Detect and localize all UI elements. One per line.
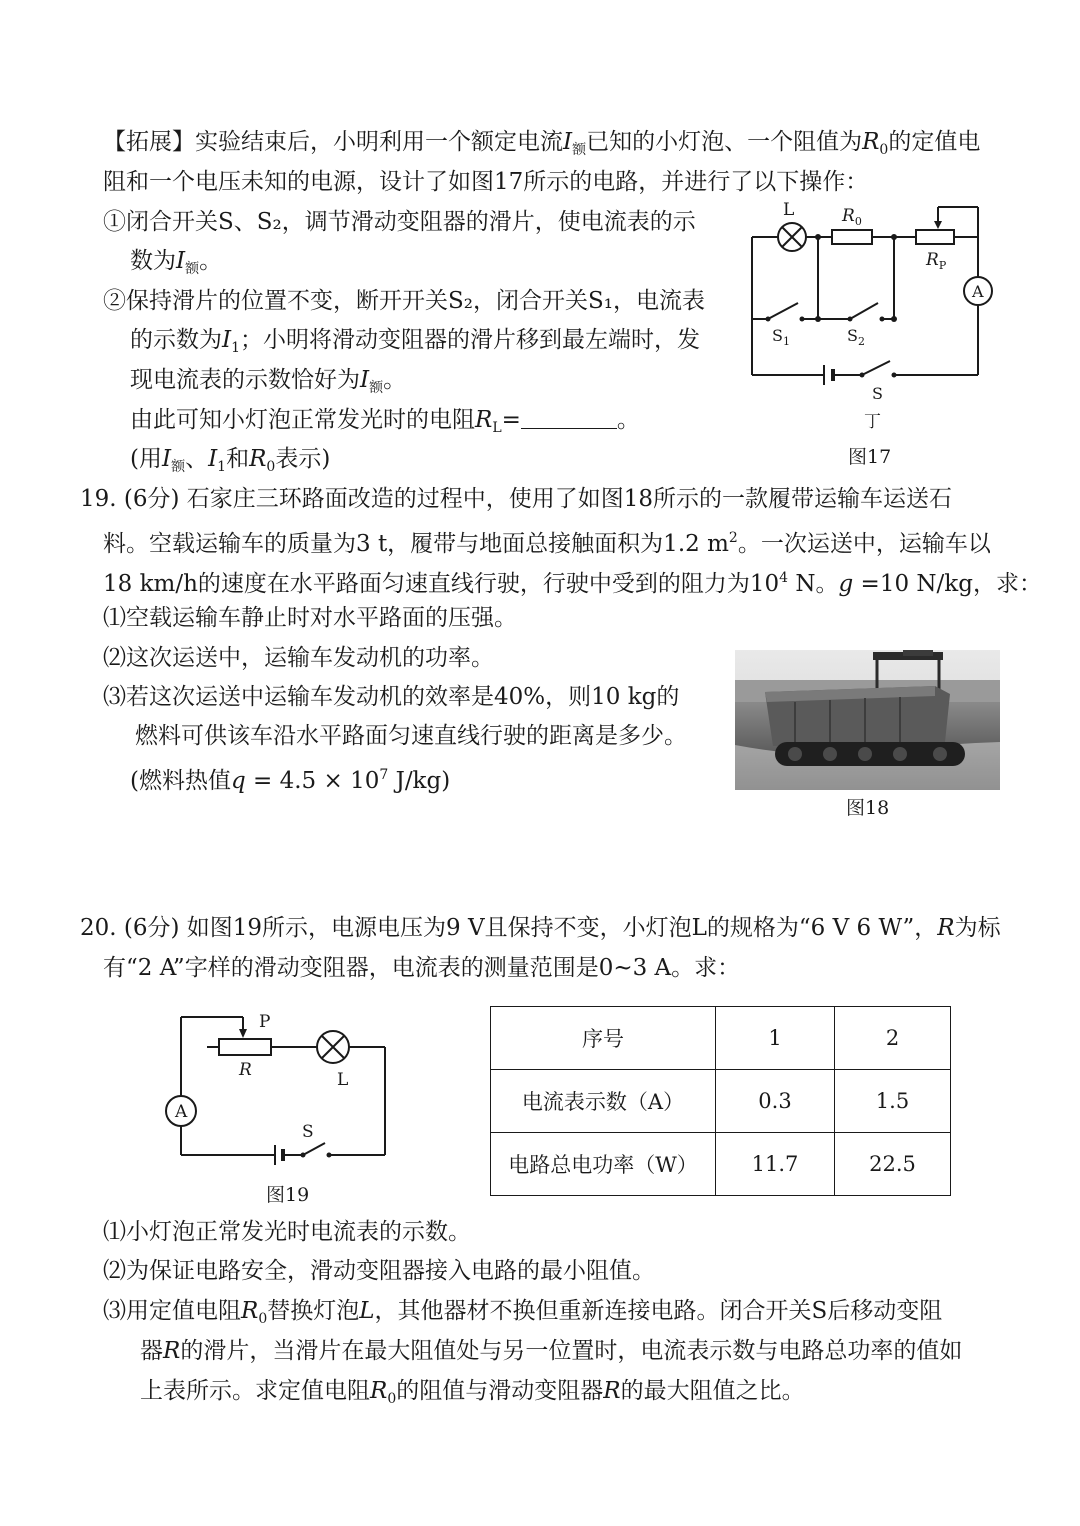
label-R: R xyxy=(239,1060,252,1080)
text: 和 xyxy=(226,446,250,472)
extension-line-1 xyxy=(103,127,980,165)
q19-part-1: ⑴空载运输车静止时对水平路面的压强。 xyxy=(103,605,517,631)
step1-line-1: ①闭合开关S、S₂，调节滑动变阻器的滑片，使电流表的示 xyxy=(103,209,696,235)
label-S2 xyxy=(847,326,865,348)
symbol-q: q xyxy=(230,768,246,794)
text: ⑶用定值电阻 xyxy=(103,1298,241,1324)
table-cell: 11.7 xyxy=(716,1133,835,1196)
subscript: 0 xyxy=(387,1391,397,1407)
tracked-truck-illustration xyxy=(735,650,1000,790)
answer-blank[interactable] xyxy=(521,410,617,429)
table-row xyxy=(491,1133,951,1196)
symbol-R: R xyxy=(937,915,955,941)
q20-part-1: ⑴小灯泡正常发光时电流表的示数。 xyxy=(103,1219,471,1245)
symbol-L: L xyxy=(359,1298,375,1324)
q20-part-3-line-3 xyxy=(140,1376,805,1414)
table-cell: 0.3 xyxy=(716,1070,835,1133)
symbol-R: R xyxy=(926,250,939,270)
text: 。 xyxy=(383,367,407,393)
q19-line-2 xyxy=(103,523,991,559)
symbol-R: R xyxy=(241,1298,259,1324)
extension-line-2: 阻和一个电压未知的电源，设计了如图17所示的电路，并进行了以下操作： xyxy=(103,169,869,195)
table-row xyxy=(491,1070,951,1133)
text: 20. (6分) 如图19所示，电源电压为9 V且保持不变，小灯泡L的规格为“6 V 6 W”， xyxy=(80,915,938,941)
ammeter-icon: A xyxy=(972,282,984,301)
subscript: L xyxy=(492,420,502,436)
text: 【拓展】实验结束后，小明利用一个额定电流 xyxy=(103,129,563,155)
symbol-I: I xyxy=(161,446,172,472)
step1-line-2 xyxy=(130,246,222,284)
symbol-I: I xyxy=(222,327,232,353)
tracked-truck-photo xyxy=(735,650,1000,790)
figure-19-circuit xyxy=(155,1005,395,1175)
table-header-cell: 1 xyxy=(716,1007,835,1070)
symbol-I: I xyxy=(360,367,370,393)
subscript: 0 xyxy=(854,215,862,228)
result-line xyxy=(130,405,640,443)
subscript: P xyxy=(938,259,947,272)
step2-line-1: ②保持滑片的位置不变，断开开关S₂，闭合开关S₁，电流表 xyxy=(103,288,705,314)
symbol-I: I xyxy=(563,129,573,155)
superscript: 4 xyxy=(779,570,789,586)
text: ；小明将滑动变阻器的滑片移到最左端时，发 xyxy=(240,327,701,353)
step2-line-2 xyxy=(130,325,700,363)
text: 的示数为 xyxy=(130,327,222,353)
text: =10 N/kg，求： xyxy=(853,571,1042,597)
data-table xyxy=(490,1006,951,1196)
symbol-S: S xyxy=(772,326,783,345)
subscript: 0 xyxy=(879,142,889,158)
symbol-R: R xyxy=(163,1338,181,1364)
q19-part-2: ⑵这次运送中，运输车发动机的功率。 xyxy=(103,645,494,671)
symbol-R: R xyxy=(862,129,880,155)
subscript: 额 xyxy=(171,459,186,475)
figure-17-caption: 图17 xyxy=(848,446,892,468)
q19-line-1: 19. (6分) 石家庄三环路面改造的过程中，使用了如图18所示的一款履带运输车运送石 xyxy=(80,486,953,512)
text: 替换灯泡 xyxy=(267,1298,360,1324)
superscript: 2 xyxy=(728,530,738,546)
text: 表示) xyxy=(275,446,331,472)
q20-part-2: ⑵为保证电路安全，滑动变阻器接入电路的最小阻值。 xyxy=(103,1258,655,1284)
subscript: 1 xyxy=(782,335,790,348)
symbol-R: R xyxy=(842,206,855,226)
figure-17-circuit xyxy=(740,195,1005,440)
q19-line-3 xyxy=(103,563,1042,599)
figure-18-caption: 图18 xyxy=(846,797,890,819)
label-S: S xyxy=(302,1122,314,1142)
subscript: 1 xyxy=(217,459,227,475)
text: 。一次运送中，运输车以 xyxy=(737,531,991,557)
subscript: 额 xyxy=(572,142,587,158)
symbol-R: R xyxy=(603,1378,621,1404)
text: ，其他器材不换但重新连接电路。闭合开关S后移动变阻 xyxy=(374,1298,943,1324)
text: 已知的小灯泡、一个阻值为 xyxy=(586,129,863,155)
symbol-S: S xyxy=(847,326,858,345)
symbol-I: I xyxy=(176,248,186,274)
label-S: S xyxy=(872,384,883,403)
table-header-cell: 2 xyxy=(835,1007,951,1070)
ammeter-icon: A xyxy=(175,1102,188,1122)
text: 料。空载运输车的质量为3 t，履带与地面总接触面积为1.2 m xyxy=(103,531,729,557)
text: 为标 xyxy=(954,915,1001,941)
text: 的滑片，当滑片在最大阻值处与另一位置时，电流表示数与电路总功率的值如 xyxy=(180,1338,963,1364)
label-Rp xyxy=(925,250,947,272)
text: N。 xyxy=(788,571,839,597)
text: J/kg) xyxy=(388,768,451,794)
q19-part-3-line-2: 燃料可供该车沿水平路面匀速直线行驶的距离是多少。 xyxy=(135,723,687,749)
table-cell: 1.5 xyxy=(835,1070,951,1133)
text: (燃料热值 xyxy=(130,768,231,794)
text: = 4.5 × 10 xyxy=(245,768,380,794)
q20-part-3-line-2 xyxy=(140,1336,962,1366)
subscript: 额 xyxy=(185,261,200,277)
label-L: L xyxy=(337,1070,349,1090)
text: 上表所示。求定值电阻 xyxy=(140,1378,370,1404)
label-R0 xyxy=(841,206,862,228)
table-header-cell: 序号 xyxy=(491,1007,716,1070)
text: 的阻值与滑动变阻器 xyxy=(396,1378,604,1404)
text: (用 xyxy=(130,446,162,472)
label-ding: 丁 xyxy=(864,412,881,432)
hint-line xyxy=(130,444,330,482)
step2-line-3 xyxy=(130,365,406,403)
q19-part-3-line-3 xyxy=(130,760,450,796)
subscript: 0 xyxy=(266,459,276,475)
symbol-g: g xyxy=(838,571,854,597)
symbol-R: R xyxy=(370,1378,388,1404)
q19-part-3-line-1: ⑶若这次运送中运输车发动机的效率是40%，则10 kg的 xyxy=(103,684,680,710)
symbol-I: I xyxy=(208,446,218,472)
text: 18 km/h的速度在水平路面匀速直线行驶，行驶中受到的阻力为10 xyxy=(103,571,780,597)
subscript: 2 xyxy=(857,335,865,348)
q20-part-3-line-1 xyxy=(103,1296,942,1334)
symbol-R: R xyxy=(475,407,493,433)
table-cell: 22.5 xyxy=(835,1133,951,1196)
subscript: 1 xyxy=(231,340,241,356)
label-P: P xyxy=(259,1012,271,1032)
text: 。 xyxy=(199,248,223,274)
figure-19-caption: 图19 xyxy=(266,1184,310,1206)
q20-line-1 xyxy=(80,913,1001,943)
text: 的定值电 xyxy=(888,129,981,155)
label-S1 xyxy=(772,326,790,348)
text: = xyxy=(501,407,521,433)
text: 现电流表的示数恰好为 xyxy=(130,367,360,393)
text: 。 xyxy=(616,407,640,433)
table-cell: 电路总电功率（W） xyxy=(491,1133,716,1196)
text: 数为 xyxy=(130,248,176,274)
symbol-R: R xyxy=(249,446,267,472)
superscript: 7 xyxy=(379,767,389,783)
text: 、 xyxy=(185,446,209,472)
text: 的最大阻值之比。 xyxy=(620,1378,805,1404)
table-header-row xyxy=(491,1007,951,1070)
q20-line-2: 有“2 A”字样的滑动变阻器，电流表的测量范围是0~3 A。求： xyxy=(103,955,741,981)
subscript: 额 xyxy=(369,380,384,396)
subscript: 0 xyxy=(258,1311,268,1327)
label-lamp: L xyxy=(783,200,795,220)
table-cell: 电流表示数（A） xyxy=(491,1070,716,1133)
text: 器 xyxy=(140,1338,163,1364)
text: 由此可知小灯泡正常发光时的电阻 xyxy=(130,407,475,433)
